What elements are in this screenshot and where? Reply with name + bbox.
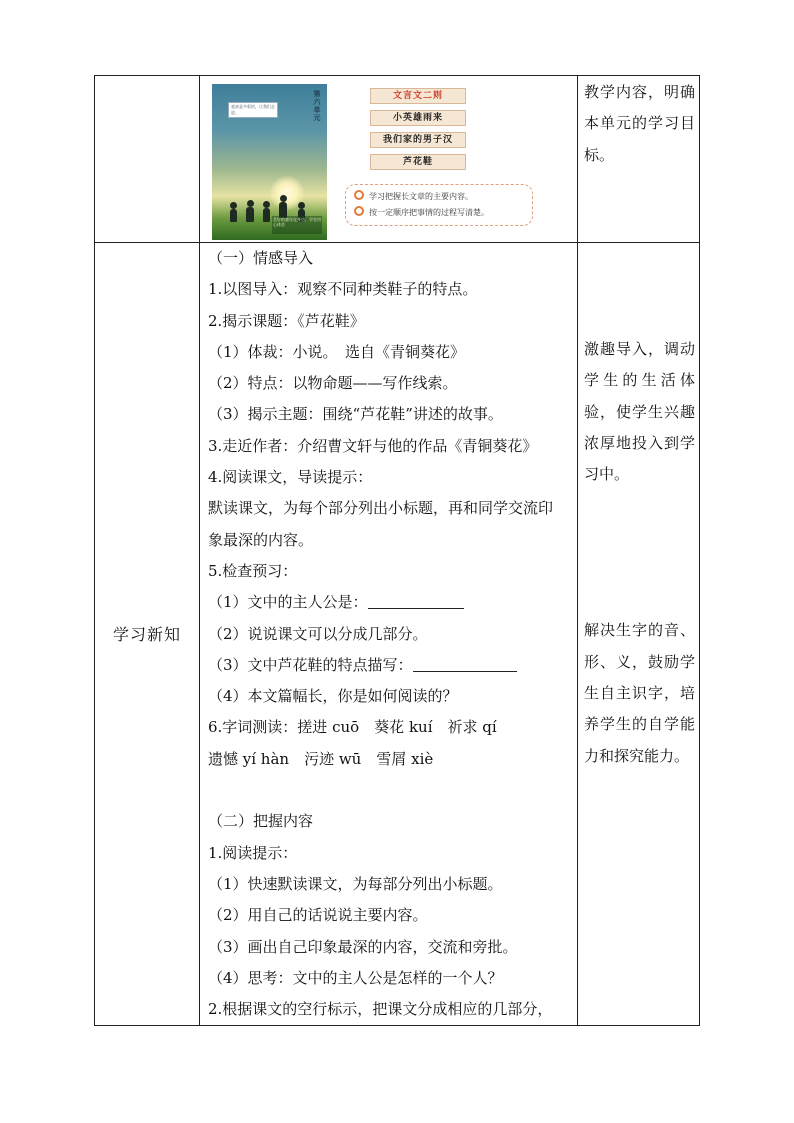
content-line: 默读课文，为每个部分列出小标题，再和同学交流印 bbox=[208, 499, 554, 518]
learning-goals-box bbox=[345, 184, 533, 226]
content-line: （2）特点：以物命题——写作线索。 bbox=[208, 374, 458, 393]
content-line: 2.根据课文的空行标示，把课文分成相应的几部分， bbox=[208, 1000, 553, 1019]
unit-illustration bbox=[205, 78, 577, 240]
content-line: 4.阅读课文，导读提示： bbox=[208, 468, 373, 487]
fill-blank bbox=[413, 657, 517, 672]
chapter-tag: 芦花鞋 bbox=[370, 154, 466, 170]
content-line: 遗憾 yí hàn 污迹 wū 雪屑 xiè bbox=[208, 749, 434, 768]
child-silhouette bbox=[230, 209, 237, 222]
photo-caption: 美好的童年在身边，学会用心体会 bbox=[272, 216, 322, 234]
chapter-list bbox=[370, 88, 466, 176]
content-line: 6.字词测读：搓进 cuō 葵花 kuí 祈求 qí bbox=[208, 718, 497, 737]
content-line: （一）情感导入 bbox=[208, 249, 314, 267]
bullet-icon bbox=[354, 190, 364, 200]
lesson-plan-table bbox=[94, 75, 700, 1026]
content-line: 3.走近作者：介绍曹文轩与他的作品《青铜葵花》 bbox=[208, 436, 538, 455]
note-cell bbox=[578, 76, 700, 243]
section-label: 学习新知 bbox=[112, 625, 181, 644]
section-label-cell bbox=[95, 243, 200, 1026]
content-line: （1）体裁：小说。 选自《青铜葵花》 bbox=[208, 342, 466, 361]
content-cell bbox=[200, 243, 578, 1026]
bullet-icon bbox=[354, 206, 364, 216]
chapter-tag: 我们家的男子汉 bbox=[370, 132, 466, 148]
content-line: （2）说说课文可以分成几部分。 bbox=[208, 624, 428, 643]
content-line: 1.以图导入：观察不同种类鞋子的特点。 bbox=[208, 280, 478, 299]
content-line: （4）思考：文中的主人公是怎样的一个人？ bbox=[208, 968, 503, 987]
child-silhouette bbox=[263, 208, 270, 222]
unit-title-vertical: 第六单元 bbox=[313, 89, 321, 122]
notes-cell bbox=[578, 243, 700, 1026]
content-line: 1.阅读提示： bbox=[208, 843, 298, 862]
lesson-content bbox=[200, 243, 577, 1025]
content-line: （3）揭示主题：围绕“芦花鞋”讲述的故事。 bbox=[208, 405, 503, 424]
content-line: 象最深的内容。 bbox=[208, 530, 314, 549]
content-line: 5.检查预习： bbox=[208, 561, 298, 580]
content-line: 2.揭示课题：《芦花鞋》 bbox=[208, 311, 365, 330]
goal-item: 按一定顺序把事情的过程写清楚。 bbox=[354, 205, 524, 221]
chapter-tag: 文言文二则 bbox=[370, 88, 466, 104]
unit-cover-photo bbox=[212, 84, 327, 240]
blank-line bbox=[208, 775, 572, 806]
content-line: （2）用自己的话说说主要内容。 bbox=[208, 906, 428, 925]
content-line: （1）快速默读课文，为每部分列出小标题。 bbox=[208, 874, 503, 893]
photo-callout: 童真是多彩的，让我们走进。 bbox=[228, 102, 278, 118]
design-note: 解决生字的音、形、义，鼓励学生自主识字，培养学生的自学能力和探究能力。 bbox=[584, 621, 695, 765]
illustration-cell bbox=[200, 76, 578, 243]
content-line: （3）文中芦花鞋的特点描写： bbox=[208, 650, 572, 681]
fill-blank bbox=[368, 594, 464, 609]
content-line: （4）本文篇幅长，你是如何阅读的？ bbox=[208, 687, 458, 706]
content-line: （3）画出自己印象最深的内容，交流和旁批。 bbox=[208, 937, 518, 956]
goal-item: 学习把握长文章的主要内容。 bbox=[354, 189, 524, 205]
content-line: （1）文中的主人公是： bbox=[208, 587, 572, 618]
table-row bbox=[95, 76, 700, 243]
table-row bbox=[95, 243, 700, 1026]
child-silhouette bbox=[246, 207, 254, 222]
content-line: （二）把握内容 bbox=[208, 812, 314, 831]
chapter-tag: 小英雄雨来 bbox=[370, 110, 466, 126]
design-note: 激趣导入，调动学生的生活体验，使学生兴趣浓厚地投入到学习中。 bbox=[584, 340, 695, 484]
empty-label-cell bbox=[95, 76, 200, 243]
design-note: 教学内容，明确本单元的学习目标。 bbox=[584, 83, 695, 164]
